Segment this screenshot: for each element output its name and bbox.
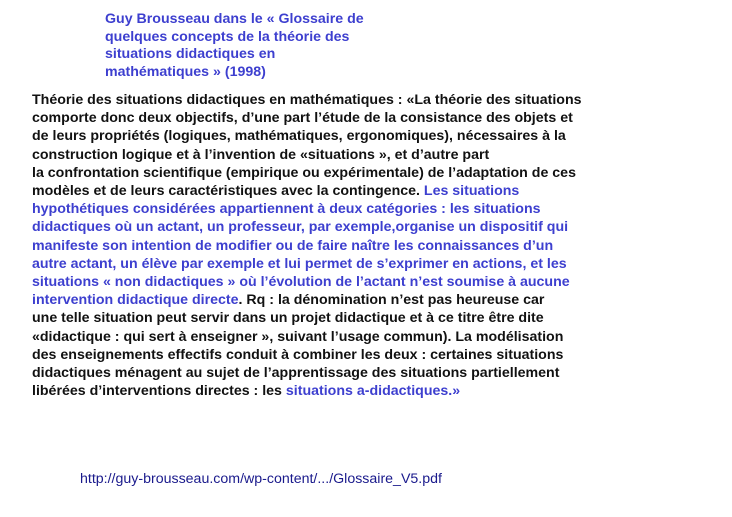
highlighted-text: hypothétiques considérées appartiennent à deux catégories : les situations	[32, 201, 541, 218]
quote-text: Théorie des situations didactiques en mathématiques : «La théorie des situations	[32, 92, 582, 108]
quote-line	[32, 382, 652, 400]
document-title	[105, 11, 405, 81]
quote-text: didactiques ménagent au sujet de l’apprentissage des situations partiellement	[32, 365, 560, 382]
highlighted-text: didactiques où un actant, un professeur, par exemple,organise un dispositif qui	[32, 219, 569, 236]
highlighted-text: situations « non didactiques » où l’évolution de l’actant n’est soumise à aucune	[32, 274, 570, 291]
quote-line	[32, 273, 652, 291]
quote-text: une telle situation peut servir dans un projet didactique et à ce titre être dite	[32, 310, 544, 327]
quote-line	[32, 291, 652, 309]
highlighted-text: intervention didactique directe	[32, 292, 239, 309]
quote-text: modèles et de leurs caractéristiques avec la contingence.	[32, 183, 424, 200]
quote-text: comporte donc deux objectifs, d’une part l’étude de la consistance des objets et	[32, 110, 573, 127]
quote-line	[32, 146, 652, 164]
quote-text: . Rq : la dénomination n’est pas heureuse car	[238, 292, 545, 309]
highlighted-text: Les situations	[423, 183, 520, 200]
quote-line	[32, 255, 652, 273]
quote-line	[32, 200, 652, 218]
quote-text: construction logique et à l’invention de «situations », et d’autre part	[32, 146, 490, 163]
quote-text: libérées d’interventions directes : les	[32, 383, 286, 400]
title-line: mathématiques » (1998)	[105, 63, 266, 80]
title-line: quelques concepts de la théorie des	[105, 28, 350, 45]
quote-line	[32, 346, 652, 364]
quote-line	[32, 328, 652, 346]
quote-line	[32, 91, 652, 109]
quote-line	[32, 364, 652, 382]
quote-line	[32, 109, 652, 127]
title-line: situations didactiques en	[105, 46, 276, 62]
quote-line	[32, 182, 652, 200]
highlighted-text: manifeste son intention de modifier ou de faire naître les connaissances d’un	[32, 237, 554, 254]
quote-text: des enseignements effectifs conduit à combiner les deux : certaines situations	[32, 346, 564, 363]
quote-paragraph	[32, 91, 652, 400]
quote-text: de leurs propriétés (logiques, mathématiques, ergonomiques), nécessaires à la	[32, 128, 566, 145]
quote-line	[32, 127, 652, 145]
source-link[interactable]: http://guy-brousseau.com/wp-content/.../Glossaire_V5.pdf	[80, 471, 442, 487]
highlighted-text: situations a-didactiques.»	[285, 383, 461, 400]
quote-line	[32, 309, 652, 327]
title-line: Guy Brousseau dans le « Glossaire de	[105, 11, 364, 27]
highlighted-text: autre actant, un élève par exemple et lui permet de s’exprimer en actions, et les	[32, 255, 567, 272]
quote-line	[32, 164, 652, 182]
quote-text: «didactique : qui sert à enseigner », suivant l’usage commun). La modélisation	[32, 328, 564, 345]
quote-text: la confrontation scientifique (empirique ou expérimentale) de l’adaptation de ces	[32, 164, 576, 181]
quote-line	[32, 218, 652, 236]
quote-line	[32, 237, 652, 255]
